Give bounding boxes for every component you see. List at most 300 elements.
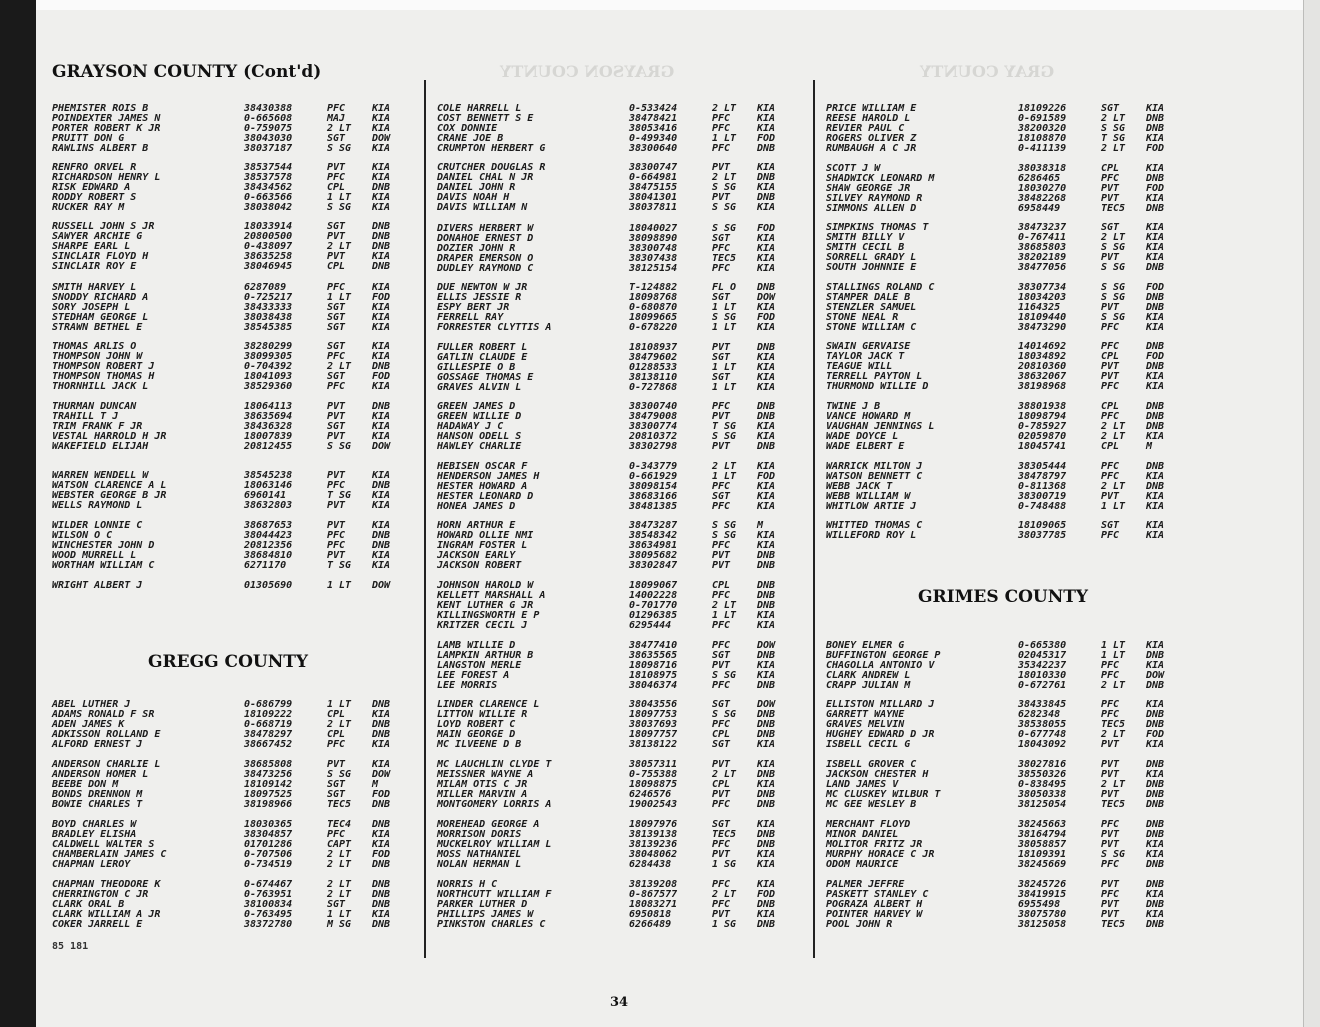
record-rank: CPL — [712, 580, 731, 591]
record-serial-number: 18108975 — [629, 670, 678, 681]
record-serial-number: 18063146 — [244, 480, 293, 491]
record-serial-number: 38037811 — [629, 202, 678, 213]
record-name: BOYD CHARLES W — [52, 819, 137, 830]
record-name: BEEBE DON M — [52, 779, 119, 790]
record-serial-number: 0-677748 — [1018, 729, 1067, 740]
record-status: KIA — [1146, 739, 1165, 750]
record-serial-number: 38433845 — [1018, 699, 1067, 710]
record-name: GREEN WILLIE D — [437, 411, 522, 422]
record-rank: 1 LT — [327, 192, 352, 203]
record-serial-number: 38138122 — [629, 739, 678, 750]
record-serial-number: 0-678220 — [629, 322, 678, 333]
record-serial-number: 0-411139 — [1018, 143, 1067, 154]
record-name: HUGHEY EDWARD D JR — [826, 729, 935, 740]
record-name: WATSON CLARENCE A L — [52, 480, 167, 491]
record-status: KIA — [757, 362, 776, 373]
record-serial-number: 38477410 — [629, 640, 678, 651]
record-status: DNB — [372, 261, 391, 272]
record-status: DNB — [1146, 361, 1165, 372]
record-rank: 2 LT — [1101, 113, 1126, 124]
record-rank: PVT — [712, 660, 731, 671]
record-name: LOYD ROBERT C — [437, 719, 516, 730]
record-serial-number: 0-680870 — [629, 302, 678, 313]
record-serial-number: 0-663566 — [244, 192, 293, 203]
record-serial-number: 38125154 — [629, 263, 678, 274]
record-serial-number: 19002543 — [629, 799, 678, 810]
record-name: BONDS DRENNON M — [52, 789, 143, 800]
record-rank: S SG — [327, 202, 352, 213]
record-rank: PVT — [327, 411, 346, 422]
record-rank: S SG — [712, 530, 737, 541]
record-status: KIA — [1146, 193, 1165, 204]
record-name: MURPHY HORACE C JR — [826, 849, 935, 860]
record-rank: SGT — [712, 699, 731, 710]
record-rank: PVT — [1101, 252, 1120, 263]
record-serial-number: 38098890 — [629, 233, 678, 244]
record-rank: S SG — [327, 441, 352, 452]
record-status: DNB — [757, 799, 776, 810]
record-status: DNB — [1146, 292, 1165, 303]
record-name: RUSSELL JOHN S JR — [52, 221, 155, 232]
record-serial-number: 38245663 — [1018, 819, 1067, 830]
record-name: ABEL LUTHER J — [52, 699, 131, 710]
record-name: POINDEXTER JAMES N — [52, 113, 161, 124]
record-name: MONTGOMERY LORRIS A — [437, 799, 552, 810]
record-serial-number: 38041301 — [629, 192, 678, 203]
record-status: DNB — [757, 709, 776, 720]
record-serial-number: 14014692 — [1018, 341, 1067, 352]
record-serial-number: 18097976 — [629, 819, 678, 830]
record-serial-number: 0-672761 — [1018, 680, 1067, 691]
record-serial-number: 0-438097 — [244, 241, 293, 252]
record-status: KIA — [757, 352, 776, 363]
record-serial-number: 38198966 — [244, 799, 293, 810]
record-serial-number: 0-785927 — [1018, 421, 1067, 432]
record-rank: PVT — [712, 192, 731, 203]
record-serial-number: 35342237 — [1018, 660, 1067, 671]
record-rank: S SG — [1101, 242, 1126, 253]
record-rank: PFC — [327, 739, 346, 750]
record-status: KIA — [1146, 431, 1165, 442]
record-rank: 2 LT — [712, 172, 737, 183]
record-name: ESPY BERT JR — [437, 302, 510, 313]
record-name: JACKSON ROBERT — [437, 560, 522, 571]
record-name: CLARK ORAL B — [52, 899, 125, 910]
record-serial-number: 38046945 — [244, 261, 293, 272]
record-serial-number: 0-755388 — [629, 769, 678, 780]
record-serial-number: 18034892 — [1018, 351, 1067, 362]
record-status: KIA — [372, 839, 391, 850]
record-name: CRUMPTON HERBERT G — [437, 143, 546, 154]
record-serial-number: 0-499340 — [629, 133, 678, 144]
record-status: KIA — [1146, 103, 1165, 114]
record-rank: SGT — [327, 421, 346, 432]
record-name: RUCKER RAY M — [52, 202, 125, 213]
record-status: DNB — [757, 680, 776, 691]
record-status: DOW — [372, 133, 391, 144]
record-serial-number: 38043556 — [629, 699, 678, 710]
record-serial-number: 38164794 — [1018, 829, 1067, 840]
record-rank: PVT — [1101, 739, 1120, 750]
record-name: ELLISTON MILLARD J — [826, 699, 935, 710]
record-status: KIA — [1146, 839, 1165, 850]
record-serial-number: 38436328 — [244, 421, 293, 432]
record-status: KIA — [1146, 381, 1165, 392]
record-status: KIA — [372, 381, 391, 392]
record-name: LAMPKIN ARTHUR B — [437, 650, 534, 661]
record-status: DNB — [1146, 401, 1165, 412]
record-name: SINCLAIR FLOYD H — [52, 251, 149, 262]
record-status: FOD — [757, 133, 776, 144]
record-status: KIA — [757, 620, 776, 631]
record-status: DNB — [757, 829, 776, 840]
record-name: THOMPSON JOHN W — [52, 351, 143, 362]
record-status: DNB — [757, 600, 776, 611]
record-rank: TEC5 — [1101, 203, 1126, 214]
record-name: COLE HARRELL L — [437, 103, 522, 114]
record-name: NORRIS H C — [437, 879, 498, 890]
record-serial-number: 02045317 — [1018, 650, 1067, 661]
record-rank: PFC — [1101, 819, 1120, 830]
record-serial-number: 18040027 — [629, 223, 678, 234]
record-rank: PVT — [327, 520, 346, 531]
record-serial-number: 18108937 — [629, 342, 678, 353]
record-serial-number: 38100834 — [244, 899, 293, 910]
record-name: COX DONNIE — [437, 123, 498, 134]
record-name: TERRELL PAYTON L — [826, 371, 923, 382]
record-status: DNB — [1146, 759, 1165, 770]
record-name: MILAM OTIS C JR — [437, 779, 528, 790]
record-serial-number: 38075780 — [1018, 909, 1067, 920]
record-rank: 2 LT — [327, 719, 352, 730]
record-serial-number: 18033914 — [244, 221, 293, 232]
record-rank: S SG — [712, 431, 737, 442]
record-name: RUMBAUGH A C JR — [826, 143, 917, 154]
record-serial-number: 38635694 — [244, 411, 293, 422]
record-name: SNODDY RICHARD A — [52, 292, 149, 303]
record-status: KIA — [1146, 133, 1165, 144]
record-status: KIA — [1146, 520, 1165, 531]
record-name: NORTHCUTT WILLIAM F — [437, 889, 552, 900]
record-rank: PFC — [712, 263, 731, 274]
record-serial-number: 18034203 — [1018, 292, 1067, 303]
record-serial-number: 38545385 — [244, 322, 293, 333]
record-status: DNB — [1146, 341, 1165, 352]
record-rank: SGT — [712, 372, 731, 383]
record-name: STONE NEAL R — [826, 312, 899, 323]
record-rank: 1 LT — [327, 292, 352, 303]
record-rank: TEC5 — [327, 799, 352, 810]
record-status: KIA — [757, 670, 776, 681]
record-name: ROGERS OLIVER Z — [826, 133, 917, 144]
record-rank: PVT — [1101, 302, 1120, 313]
record-status: KIA — [1146, 530, 1165, 541]
record-name: POOL JOHN R — [826, 919, 893, 930]
record-rank: TEC4 — [327, 819, 352, 830]
record-rank: PFC — [327, 103, 346, 114]
record-serial-number: 18109440 — [1018, 312, 1067, 323]
record-status: FOD — [1146, 183, 1165, 194]
record-name: WORTHAM WILLIAM C — [52, 560, 155, 571]
record-rank: 1 LT — [712, 471, 737, 482]
record-rank: PFC — [712, 620, 731, 631]
record-serial-number: 20810360 — [1018, 361, 1067, 372]
record-serial-number: 0-533424 — [629, 103, 678, 114]
record-status: DNB — [757, 769, 776, 780]
record-name: CHAGOLLA ANTONIO V — [826, 660, 935, 671]
record-name: HEBISEN OSCAR F — [437, 461, 528, 472]
record-name: SILVEY RAYMOND R — [826, 193, 923, 204]
record-rank: 2 LT — [327, 859, 352, 870]
record-name: CHAPMAN THEODORE K — [52, 879, 161, 890]
record-status: DNB — [372, 480, 391, 491]
record-name: CHAPMAN LEROY — [52, 859, 131, 870]
record-name: CHAMBERLAIN JAMES C — [52, 849, 167, 860]
record-name: LEE MORRIS — [437, 680, 498, 691]
record-status: KIA — [757, 113, 776, 124]
record-name: RENFRO ORVEL R — [52, 162, 137, 173]
record-rank: 1 LT — [327, 909, 352, 920]
record-status: KIA — [1146, 371, 1165, 382]
record-status: DNB — [372, 919, 391, 930]
record-rank: S SG — [327, 769, 352, 780]
record-rank: SGT — [327, 312, 346, 323]
record-name: SIMPKINS THOMAS T — [826, 222, 929, 233]
record-rank: PVT — [1101, 879, 1120, 890]
record-serial-number: 18109226 — [1018, 103, 1067, 114]
record-status: DNB — [757, 401, 776, 412]
record-name: KELLETT MARSHALL A — [437, 590, 546, 601]
record-name: WILLEFORD ROY L — [826, 530, 917, 541]
record-name: ADEN JAMES K — [52, 719, 125, 730]
record-status: KIA — [757, 253, 776, 264]
record-serial-number: 20800500 — [244, 231, 293, 242]
record-name: TEAGUE WILL — [826, 361, 893, 372]
record-rank: 1 LT — [1101, 501, 1126, 512]
record-rank: PVT — [327, 162, 346, 173]
record-name: RODDY ROBERT S — [52, 192, 137, 203]
record-name: CRUTCHER DOUGLAS R — [437, 162, 546, 173]
record-serial-number: 01296385 — [629, 610, 678, 621]
record-serial-number: 20810372 — [629, 431, 678, 442]
record-name: TRIM FRANK F JR — [52, 421, 143, 432]
record-status: FOD — [757, 312, 776, 323]
record-rank: S SG — [712, 182, 737, 193]
record-serial-number: 18097757 — [629, 729, 678, 740]
record-status: KIA — [372, 520, 391, 531]
record-name: TAYLOR JACK T — [826, 351, 905, 362]
record-name: WHITTED THOMAS C — [826, 520, 923, 531]
record-name: SOUTH JOHNNIE E — [826, 262, 917, 273]
record-status: DOW — [1146, 670, 1165, 681]
record-status: KIA — [1146, 889, 1165, 900]
record-rank: PVT — [712, 342, 731, 353]
record-status: DNB — [757, 342, 776, 353]
record-status: KIA — [757, 182, 776, 193]
record-serial-number: 01288533 — [629, 362, 678, 373]
record-rank: PFC — [1101, 670, 1120, 681]
record-name: SINCLAIR ROY E — [52, 261, 137, 272]
record-serial-number: 38478797 — [1018, 471, 1067, 482]
record-rank: SGT — [327, 789, 346, 800]
record-status: DNB — [1146, 302, 1165, 313]
record-status: KIA — [372, 302, 391, 313]
record-status: DNB — [372, 799, 391, 810]
record-serial-number: 38099305 — [244, 351, 293, 362]
record-rank: 2 LT — [712, 889, 737, 900]
record-rank: PVT — [712, 909, 731, 920]
record-status: KIA — [1146, 242, 1165, 253]
record-rank: CPL — [1101, 351, 1120, 362]
record-serial-number: 1164325 — [1018, 302, 1061, 313]
record-status: DNB — [1146, 262, 1165, 273]
record-name: PORTER ROBERT K JR — [52, 123, 161, 134]
record-rank: PFC — [712, 401, 731, 412]
record-name: MEISSNER WAYNE A — [437, 769, 534, 780]
record-serial-number: 20812455 — [244, 441, 293, 452]
record-rank: 2 LT — [1101, 481, 1126, 492]
record-name: VESTAL HARROLD H JR — [52, 431, 167, 442]
record-name: MOREHEAD GEORGE A — [437, 819, 540, 830]
record-serial-number: 38139208 — [629, 879, 678, 890]
record-status: DNB — [1146, 680, 1165, 691]
record-rank: PFC — [712, 540, 731, 551]
record-rank: S SG — [1101, 312, 1126, 323]
record-rank: CPL — [327, 729, 346, 740]
record-rank: S SG — [712, 520, 737, 531]
record-status: KIA — [372, 739, 391, 750]
record-name: MUCKELROY WILLIAM L — [437, 839, 552, 850]
record-rank: PFC — [327, 172, 346, 183]
record-name: MINOR DANIEL — [826, 829, 899, 840]
record-status: DOW — [372, 580, 391, 591]
record-name: LITTON WILLIE R — [437, 709, 528, 720]
record-rank: PVT — [712, 411, 731, 422]
record-serial-number: 6295444 — [629, 620, 672, 631]
record-serial-number: 38300740 — [629, 401, 678, 412]
record-serial-number: 38537578 — [244, 172, 293, 183]
record-status: DNB — [757, 143, 776, 154]
record-status: KIA — [372, 103, 391, 114]
record-name: DOZIER JOHN R — [437, 243, 516, 254]
record-rank: PFC — [712, 879, 731, 890]
record-serial-number: 6950818 — [629, 909, 672, 920]
record-rank: PFC — [712, 899, 731, 910]
record-name: MILLER MARVIN A — [437, 789, 528, 800]
record-rank: PFC — [712, 640, 731, 651]
record-name: ANDERSON HOMER L — [52, 769, 149, 780]
record-serial-number: 18098716 — [629, 660, 678, 671]
record-status: KIA — [372, 709, 391, 720]
record-serial-number: 38801938 — [1018, 401, 1067, 412]
record-rank: 2 LT — [1101, 232, 1126, 243]
record-serial-number: 38479008 — [629, 411, 678, 422]
top-margin-strip — [36, 0, 1320, 10]
record-serial-number: 01305690 — [244, 580, 293, 591]
record-name: COST BENNETT S E — [437, 113, 534, 124]
record-name: RISK EDWARD A — [52, 182, 131, 193]
record-serial-number: 0-707506 — [244, 849, 293, 860]
record-serial-number: 18010330 — [1018, 670, 1067, 681]
record-rank: 2 LT — [712, 461, 737, 472]
record-serial-number: 38202189 — [1018, 252, 1067, 263]
record-status: KIA — [372, 470, 391, 481]
record-rank: PVT — [327, 431, 346, 442]
record-serial-number: 38038438 — [244, 312, 293, 323]
record-status: DNB — [1146, 879, 1165, 890]
grayson-county-heading: GRAYSON COUNTY (Cont'd) — [52, 62, 322, 82]
record-status: DNB — [757, 441, 776, 452]
record-rank: PFC — [1101, 530, 1120, 541]
right-page-edge — [1303, 0, 1320, 1027]
record-rank: PVT — [327, 500, 346, 511]
record-status: KIA — [1146, 660, 1165, 671]
record-status: KIA — [1146, 501, 1165, 512]
record-status: KIA — [757, 530, 776, 541]
record-rank: PFC — [1101, 461, 1120, 472]
record-name: WARRICK MILTON J — [826, 461, 923, 472]
record-rank: PVT — [1101, 839, 1120, 850]
record-serial-number: 0-665608 — [244, 113, 293, 124]
record-status: DNB — [757, 590, 776, 601]
record-status: DNB — [757, 172, 776, 183]
record-status: DOW — [372, 769, 391, 780]
record-rank: SGT — [327, 779, 346, 790]
record-serial-number: 18099665 — [629, 312, 678, 323]
record-name: WINCHESTER JOHN D — [52, 540, 155, 551]
record-name: WRIGHT ALBERT J — [52, 580, 143, 591]
record-status: KIA — [757, 660, 776, 671]
record-status: DNB — [372, 899, 391, 910]
record-rank: 1 LT — [1101, 640, 1126, 651]
record-name: STAMPER DALE B — [826, 292, 911, 303]
record-rank: 2 LT — [1101, 729, 1126, 740]
record-status: KIA — [372, 560, 391, 571]
record-serial-number: 0-704392 — [244, 361, 293, 372]
record-status: DOW — [757, 640, 776, 651]
record-name: MERCHANT FLOYD — [826, 819, 911, 830]
record-status: KIA — [372, 192, 391, 203]
record-status: FOD — [372, 371, 391, 382]
record-status: KIA — [757, 431, 776, 442]
record-rank: S SG — [1101, 849, 1126, 860]
record-name: SHARPE EARL L — [52, 241, 131, 252]
record-serial-number: 38307734 — [1018, 282, 1067, 293]
record-rank: PFC — [1101, 889, 1120, 900]
record-status: DNB — [372, 699, 391, 710]
record-status: DNB — [372, 719, 391, 730]
record-status: DNB — [757, 919, 776, 930]
record-serial-number: 38684810 — [244, 550, 293, 561]
record-serial-number: 0-661929 — [629, 471, 678, 482]
record-status: KIA — [372, 202, 391, 213]
record-name: MC ILVEENE D B — [437, 739, 522, 750]
bleed-through-heading-right: GRAY COUNTY — [920, 62, 1055, 81]
record-status: KIA — [757, 461, 776, 472]
record-name: STONE WILLIAM C — [826, 322, 917, 333]
record-name: ADAMS RONALD F SR — [52, 709, 155, 720]
record-serial-number: 18108870 — [1018, 133, 1067, 144]
record-status: DNB — [757, 650, 776, 661]
record-rank: PVT — [1101, 183, 1120, 194]
record-name: WOOD MURRELL L — [52, 550, 137, 561]
record-rank: TEC5 — [1101, 919, 1126, 930]
record-serial-number: 38058857 — [1018, 839, 1067, 850]
record-rank: TEC5 — [1101, 799, 1126, 810]
record-serial-number: 38430388 — [244, 103, 293, 114]
record-status: DNB — [1146, 799, 1165, 810]
record-rank: 1 LT — [712, 133, 737, 144]
